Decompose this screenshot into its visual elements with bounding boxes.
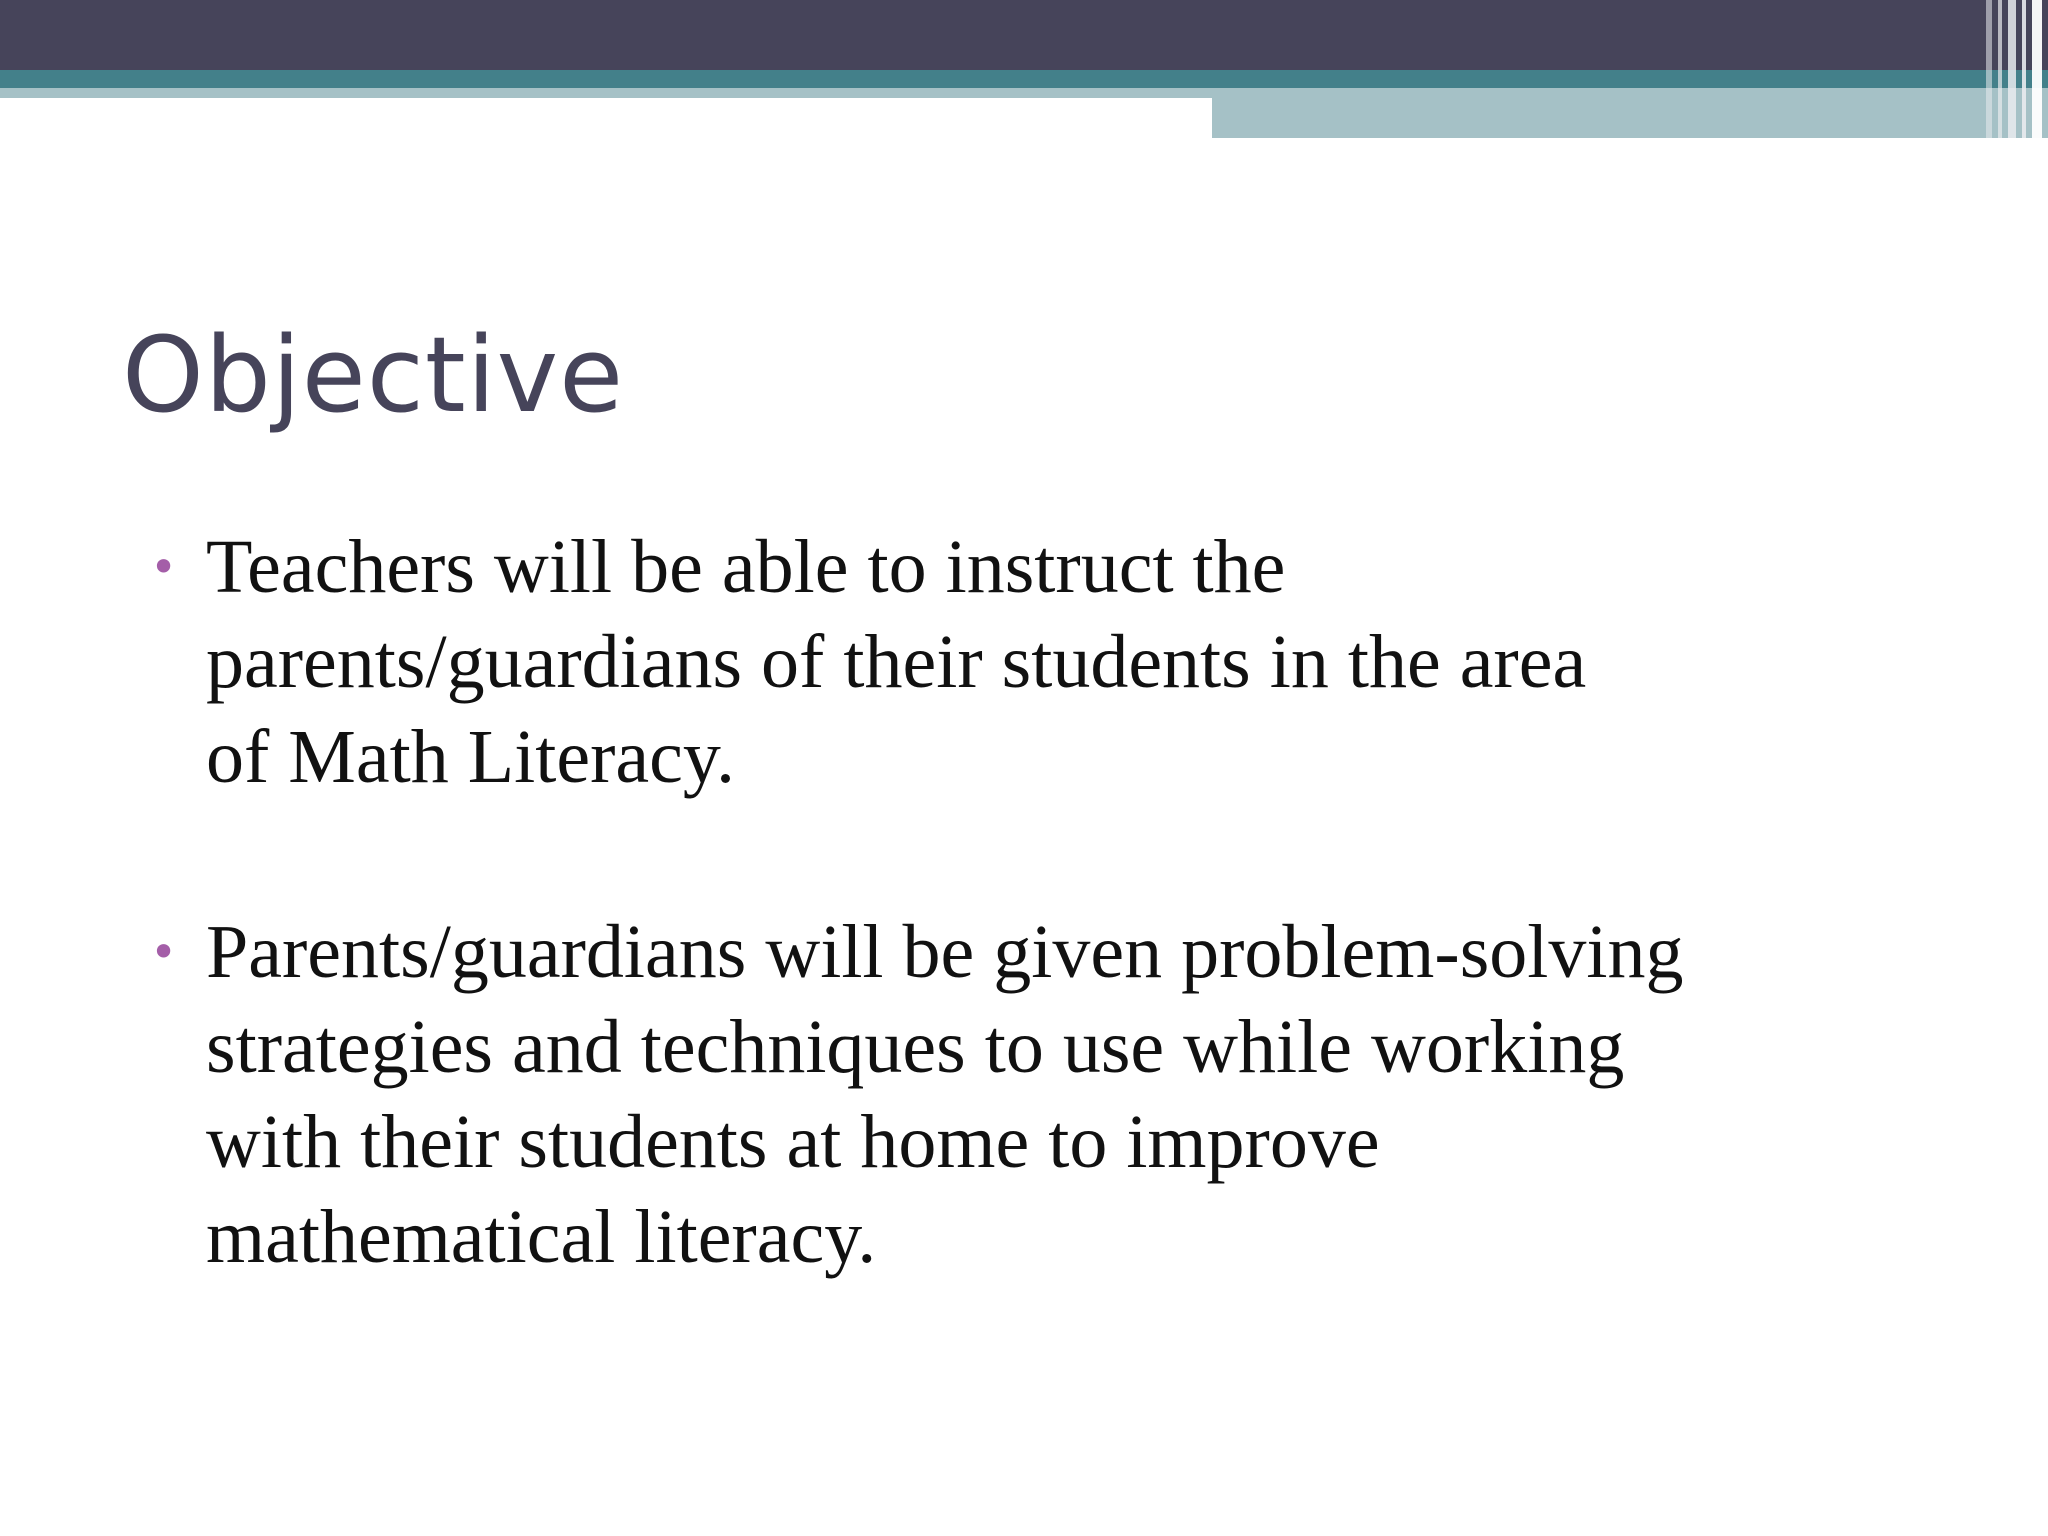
bullet-list [150,520,2000,1385]
bullet-text-line: parents/guardians of their students in the area [206,620,1587,704]
bullet-text-line: with their students at home to improve [206,1100,1380,1184]
corner-stripe [2022,0,2026,138]
corner-stripe [1998,0,2002,138]
corner-stripe [2008,0,2016,138]
corner-stripe [2032,0,2042,138]
slide-title: Objective [122,314,625,436]
header-band-dark [0,0,2048,70]
bullet-text-line: Teachers will be able to instruct the [206,525,1286,609]
bullet-text-line: of Math Literacy. [206,715,735,799]
bullet-dot-icon: • [150,540,178,594]
header-band-teal [0,70,2048,88]
header-band-light-left [0,88,1212,98]
header-band-light-right [1212,88,2048,138]
bullet-text-line: mathematical literacy. [206,1195,877,1279]
bullet-dot-icon: • [150,925,178,979]
bullet-text-line: strategies and techniques to use while working [206,1005,1625,1089]
corner-stripe [1986,0,1992,138]
bullet-item [150,520,2000,805]
bullet-item [150,905,2000,1285]
bullet-text-line: Parents/guardians will be given problem-solving [206,910,1684,994]
